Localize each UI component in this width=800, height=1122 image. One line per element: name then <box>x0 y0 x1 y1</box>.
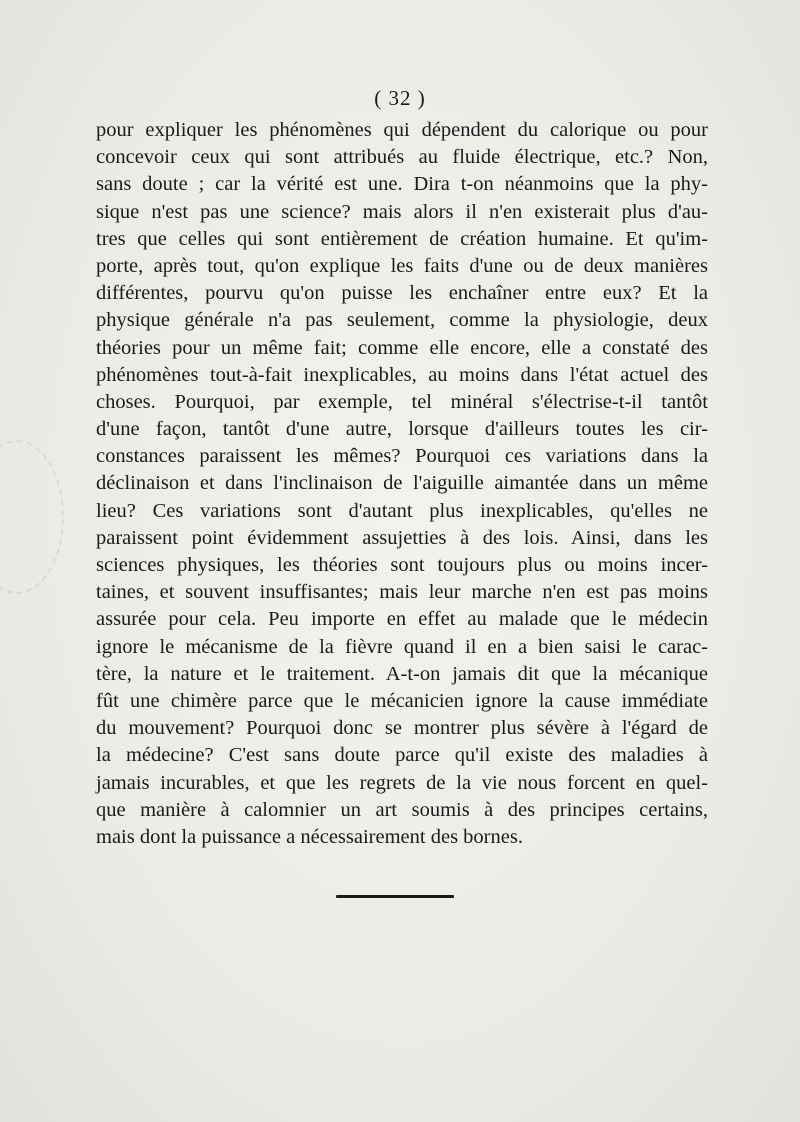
text-line-14: déclinaison et dans l'inclinaison de l'aiguille aimantée dans un même <box>96 472 708 495</box>
text-line-4: sique n'est pas une science? mais alors il n'en existerait plus d'au- <box>96 200 708 223</box>
page-number: ( 32 ) <box>374 86 426 110</box>
text-line-12: d'une façon, tantôt d'une autre, lorsque d'ailleurs toutes les cir- <box>96 418 708 441</box>
text-line-24: la médecine? C'est sans doute parce qu'il existe des maladies à <box>96 744 708 767</box>
paper-stain <box>0 440 64 594</box>
text-line-9: théories pour un même fait; comme elle encore, elle a constaté des <box>96 336 708 359</box>
text-line-22: fût une chimère parce que le mécanicien ignore la cause immédiate <box>96 689 708 712</box>
body-text <box>96 117 708 851</box>
text-line-2: concevoir ceux qui sont attribués au fluide électrique, etc.? Non, <box>96 146 708 169</box>
text-line-17: sciences physiques, les théories sont toujours plus ou moins incer- <box>96 554 708 576</box>
text-line-10: phénomènes tout-à-fait inexplicables, au moins dans l'état actuel des <box>96 363 708 386</box>
text-line-7: différentes, pourvu qu'on puisse les enchaîner entre eux? Et la <box>96 282 708 305</box>
text-line-19: assurée pour cela. Peu importe en effet au malade que le médecin <box>96 608 708 631</box>
text-line-27: mais dont la puissance a nécessairement des bornes. <box>96 825 523 848</box>
text-line-6: porte, après tout, qu'on explique les faits d'une ou de deux manières <box>96 254 708 277</box>
text-line-26: que manière à calomnier un art soumis à des principes certains, <box>96 798 708 821</box>
text-line-11: choses. Pourquoi, par exemple, tel minéral s'électrise-t-il tantôt <box>96 390 708 413</box>
text-line-25: jamais incurables, et que les regrets de la vie nous forcent en quel- <box>96 771 708 794</box>
text-line-20: ignore le mécanisme de la fièvre quand il en a bien saisi le carac- <box>96 635 708 658</box>
text-line-23: du mouvement? Pourquoi donc se montrer plus sévère à l'égard de <box>96 717 708 740</box>
text-line-13: constances paraissent les mêmes? Pourquoi ces variations dans la <box>96 445 708 468</box>
text-line-8: physique générale n'a pas seulement, comme la physiologie, deux <box>96 309 708 332</box>
text-line-18: taines, et souvent insuffisantes; mais leur marche n'en est pas moins <box>96 581 708 604</box>
text-line-21: tère, la nature et le traitement. A-t-on jamais dit que la mécanique <box>96 662 708 685</box>
text-line-16: paraissent point évidemment assujetties à des lois. Ainsi, dans les <box>96 526 708 549</box>
text-line-5: tres que celles qui sont entièrement de création humaine. Et qu'im- <box>96 227 708 250</box>
text-line-1: pour expliquer les phénomènes qui dépendent du calorique ou pour <box>96 119 708 141</box>
section-end-rule <box>336 895 454 898</box>
text-line-15: lieu? Ces variations sont d'autant plus inexplicables, qu'elles ne <box>96 499 708 522</box>
text-line-3: sans doute ; car la vérité est une. Dira t-on néanmoins que la phy- <box>96 173 708 196</box>
